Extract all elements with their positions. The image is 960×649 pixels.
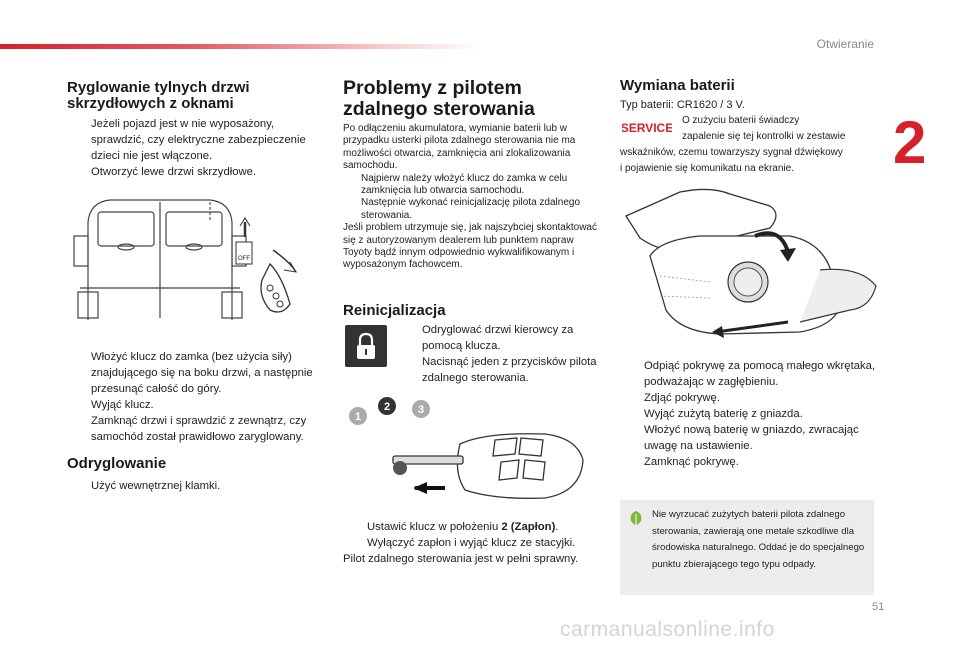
list-item: Włożyć nową baterię w gniazdo, zwracając uwagę na ustawienie. bbox=[644, 424, 859, 452]
list-item: Nacisnąć jeden z przycisków pilota zdalnego sterowania. bbox=[422, 356, 597, 384]
left-steps-list bbox=[67, 349, 329, 445]
service-text-bottom: wskaźników, czemu towarzyszy sygnał dźwiękowy i pojawienie się komunikatu na ekranie. bbox=[620, 147, 843, 174]
list-item: Włożyć klucz do zamka (bez użycia siły) znajdującego się na boku drzwi, a następnie przesunąć całość do góry. bbox=[91, 351, 313, 395]
battery-replacement-illustration bbox=[620, 186, 882, 346]
middle-title: Problemy z pilotem zdalnego sterowania bbox=[343, 77, 535, 120]
list-item: Najpierw należy włożyć klucz do zamka w celu zamknięcia lub otwarcia samochodu. bbox=[361, 172, 568, 197]
section-title: Otwieranie bbox=[816, 37, 874, 51]
unlock-title: Odryglowanie bbox=[67, 455, 167, 472]
battery-steps-list bbox=[620, 358, 882, 470]
watermark: carmanualsonline.info bbox=[560, 618, 775, 641]
van-rear-illustration bbox=[70, 192, 330, 327]
battery-title: Wymiana baterii bbox=[620, 77, 735, 94]
off-label: OFF bbox=[238, 256, 250, 262]
middle-outro: Jeśli problem utrzymuje się, jak najszybciej skontaktować się z autoryzowanym dealerem lub punktem napraw Toyoty bądź innym odpowiednio wykwalifikowanym i wyposażonym fachowcem. bbox=[343, 222, 597, 271]
reinit-title: Reinicjalizacja bbox=[343, 302, 446, 319]
list-item: Jeżeli pojazd jest w nie wyposażony, sprawdzić, czy elektryczne zabezpieczenie dzieci nie jest włączone. bbox=[91, 118, 306, 162]
chapter-number: 2 bbox=[893, 109, 927, 176]
left-title-text: Ryglowanie tylnych drzwi skrzydłowych z oknami bbox=[67, 79, 250, 112]
reinit-list bbox=[398, 322, 598, 386]
page-number: 51 bbox=[872, 601, 885, 613]
service-text-top: O zużyciu baterii świadczy zapalenie się tej kontrolki w zestawie bbox=[682, 115, 846, 142]
middle-body bbox=[343, 123, 599, 272]
final-text: Pilot zdalnego sterowania jest w pełni sprawny. bbox=[343, 553, 579, 565]
list-item: Zamknąć pokrywę. bbox=[644, 456, 739, 468]
final-list bbox=[343, 519, 599, 551]
list-item: Zamknąć drzwi i sprawdzić z zewnątrz, czy samochód został prawidłowo zaryglowany. bbox=[91, 415, 307, 443]
padlock-icon bbox=[345, 325, 387, 367]
svg-text:SERVICE: SERVICE bbox=[622, 121, 672, 135]
list-item: Zdjąć pokrywę. bbox=[644, 392, 720, 404]
service-warning-icon bbox=[622, 118, 672, 136]
key-fob-illustration bbox=[345, 392, 600, 512]
header-accent-bar bbox=[0, 44, 480, 49]
step-badge-1-label: 1 bbox=[354, 411, 362, 423]
list-item: Odryglować drzwi kierowcy za pomocą klucza. bbox=[422, 324, 574, 352]
left-title bbox=[67, 80, 307, 112]
list-item: Odpiąć pokrywę za pomocą małego wkrętaka, podważając w zagłębieniu. bbox=[644, 360, 876, 388]
list-item: Wyjąć klucz. bbox=[91, 399, 154, 411]
step-badge-2-label: 2 bbox=[383, 401, 391, 413]
battery-type: Typ baterii: CR1620 / 3 V. bbox=[620, 99, 745, 111]
list-item: Ustawić klucz w położeniu 2 (Zapłon). bbox=[367, 521, 559, 533]
list-item: Użyć wewnętrznej klamki. bbox=[91, 480, 221, 492]
step-badge-3-label: 3 bbox=[417, 404, 425, 416]
middle-intro: Po odłączeniu akumulatora, wymianie baterii lub w przypadku usterki pilota zdalnego sterowania nie ma możliwości otwarcia, zamknięcia ani zlokalizowania samochodu. bbox=[343, 123, 576, 172]
middle-list bbox=[343, 173, 599, 223]
left-intro-list bbox=[67, 116, 325, 180]
list-item: Otworzyć lewe drzwi skrzydłowe. bbox=[91, 166, 257, 178]
list-item: Wyjąć zużytą baterię z gniazda. bbox=[644, 408, 803, 420]
middle-final bbox=[343, 519, 599, 567]
unlock-list bbox=[67, 478, 329, 494]
environment-note-text: Nie wyrzucać zużytych baterii pilota zdalnego sterowania, zawierają one metale szkodliwe dla środowiska naturalnego. Oddać je do specjalnego punktu zbierającego tego typu odpady. bbox=[652, 509, 865, 570]
list-item: Następnie wykonać reinicjalizację pilota zdalnego sterowania. bbox=[361, 197, 581, 221]
leaf-icon bbox=[628, 510, 644, 526]
list-item: Wyłączyć zapłon i wyjąć klucz ze stacyjki. bbox=[367, 537, 576, 549]
